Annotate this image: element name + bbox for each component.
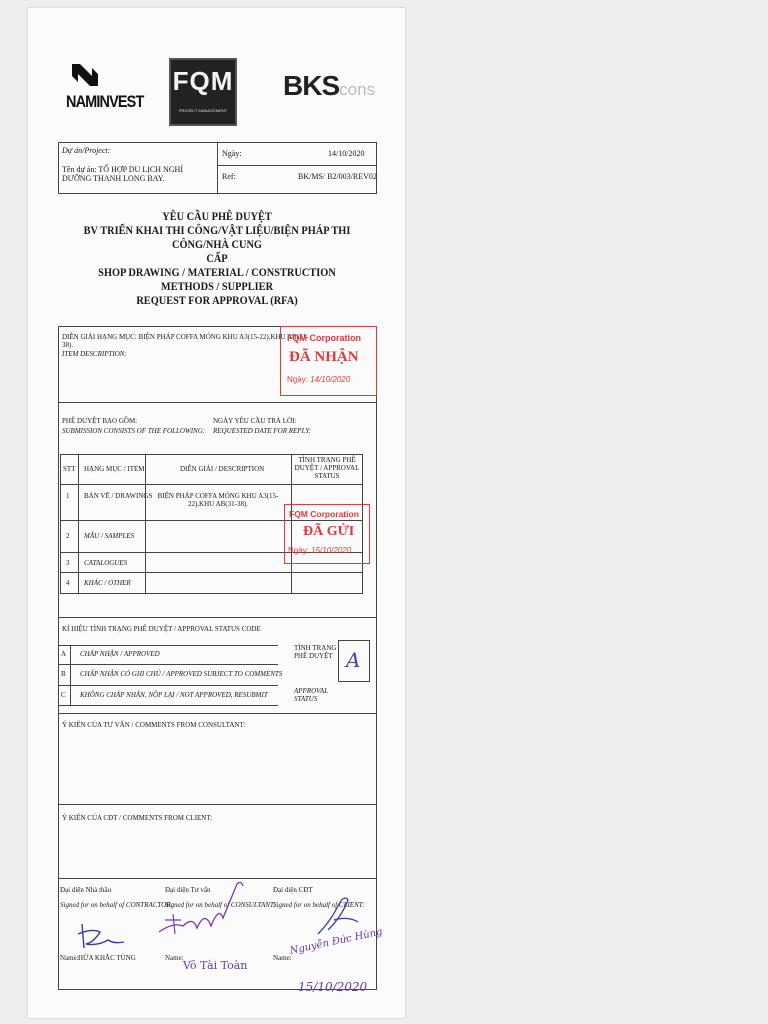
table-row-no: 4	[66, 579, 70, 587]
bks-wordmark: BKS	[283, 70, 340, 101]
status-code-letter: B	[61, 670, 66, 678]
status-code-label: KÍ HIỆU TÌNH TRẠNG PHÊ DUYỆT / APPROVAL STATUS CODE	[62, 625, 261, 633]
consultant-name: Võ Tài Toàn	[183, 959, 248, 972]
consultant-label-en: Signed for on behalf of CONSULTANT:	[165, 901, 276, 909]
contractor-label: Đại diện Nhà thầu	[60, 886, 112, 894]
document-title	[72, 210, 362, 308]
client-label-en: Signed for on behalf of CLIENT:	[273, 901, 365, 909]
table-header-status: TÌNH TRẠNG PHÊ DUYỆT / APPROVAL STATUS	[294, 456, 360, 480]
document-page	[28, 8, 405, 1018]
date-label: Ngày:	[222, 149, 242, 158]
received-stamp-date-label: Ngày:	[287, 375, 308, 384]
title-line-5: REQUEST FOR APPROVAL (RFA)	[136, 295, 298, 307]
table-row-no: 2	[66, 532, 70, 540]
client-name: Nguyễn Đức Hùng	[288, 926, 384, 957]
ref-label: Ref:	[222, 172, 236, 181]
approval-status-value: A	[346, 648, 361, 672]
table-row-no: 3	[66, 559, 70, 567]
project-name-label: Tên dự án:	[62, 165, 97, 174]
approval-status-label: TÌNH TRẠNG PHÊ DUYỆT	[294, 644, 337, 660]
table-row-item: KHÁC / OTHER	[84, 579, 131, 587]
bks-logo	[283, 70, 393, 110]
title-line-1: YÊU CẦU PHÊ DUYỆT	[162, 211, 272, 223]
date-value: 14/10/2020	[328, 149, 365, 158]
bks-suffix: cons	[339, 80, 376, 99]
contractor-signature	[74, 918, 134, 954]
table-row-item: MẪU / SAMPLES	[84, 532, 135, 540]
table-row-item: BẢN VẼ / DRAWINGS	[84, 492, 153, 500]
naminvest-logo	[66, 60, 146, 120]
reply-date-label-en: REQUESTED DATE FOR REPLY:	[213, 427, 312, 435]
received-stamp-status: ĐÃ NHẬN	[289, 349, 359, 365]
client-sign-date: 15/10/2020	[298, 980, 368, 994]
consultant-name-label: Name:	[165, 954, 184, 962]
sent-stamp-date	[288, 546, 351, 555]
table-header-description: DIỄN GIẢI / DESCRIPTION	[180, 465, 265, 473]
title-line-2: BV TRIỂN KHAI THI CÔNG/VẬT LIỆU/BIỆN PHÁP THI CÔNG/NHÀ CUNG	[83, 225, 351, 251]
consultant-label: Đại diện Tư vấn	[165, 886, 211, 894]
ref-value: BK/MS/ B2/003/REV02	[298, 172, 377, 181]
status-code-letter: A	[61, 650, 67, 658]
status-code-letter: C	[61, 691, 66, 699]
sent-stamp-date-label: Ngày:	[288, 546, 309, 555]
item-description-label: DIỄN GIẢI HẠNG MỤC:	[62, 333, 137, 341]
sent-stamp-company: FQM Corporation	[289, 509, 359, 519]
item-description	[62, 333, 312, 349]
approval-status-label-en: APPROVAL STATUS	[294, 687, 328, 703]
status-code-text: KHÔNG CHẤP NHẬN, NỘP LẠI / NOT APPROVED, RESUBMIT	[80, 691, 268, 699]
received-stamp-company: FQM Corporation	[287, 333, 361, 343]
title-line-3: CẤP	[206, 253, 228, 265]
table-row-description: BIỆN PHÁP COFFA MÓNG KHU A3(15-22),KHU AB(31-38).	[157, 492, 279, 508]
naminvest-wordmark: NAMINVEST	[66, 92, 144, 111]
submission-label: PHÊ DUYỆT BAO GỒM:	[62, 417, 138, 425]
item-description-label-en: ITEM DESCRIPTION:	[62, 350, 127, 358]
status-code-text: CHẤP NHẬN CÓ GHI CHÚ / APPROVED SUBJECT TO COMMENTS	[80, 670, 283, 678]
fqm-subtitle: PROJECT MANAGEMENT	[178, 108, 228, 113]
project-name-value: TỔ HỢP DU LỊCH NGHỈ DƯỠNG THANH LONG BAY.	[62, 165, 183, 183]
fqm-logo	[169, 58, 237, 126]
received-stamp-date	[287, 375, 350, 384]
consultant-comments-label: Ý KIẾN CỦA TƯ VẤN / COMMENTS FROM CONSULTANT:	[62, 721, 246, 729]
table-row-no: 1	[66, 492, 70, 500]
client-comments-label: Ý KIẾN CỦA CĐT / COMMENTS FROM CLIENT:	[62, 814, 213, 822]
received-stamp-date-value: 14/10/2020	[310, 375, 351, 384]
title-line-4: SHOP DRAWING / MATERIAL / CONSTRUCTION METHODS / SUPPLIER	[98, 267, 336, 293]
contractor-name-label: Name:	[60, 954, 79, 962]
reply-date-label: NGÀY YÊU CẦU TRẢ LỜI:	[213, 417, 297, 425]
item-description-value: BIỆN PHÁP COFFA MÓNG KHU A3(15-22),KHU AB(31-38).	[62, 333, 309, 349]
table-header-item: HẠNG MỤC / ITEM	[84, 465, 145, 473]
table-row-item: CATALOGUES	[84, 559, 128, 567]
received-stamp	[280, 326, 377, 396]
status-code-text: CHẤP NHẬN / APPROVED	[80, 650, 160, 658]
project-name	[62, 165, 212, 183]
client-label: Đại diện CĐT	[273, 886, 313, 894]
submission-label-en: SUBMISSION CONSISTS OF THE FOLLOWING:	[62, 427, 206, 435]
project-label: Dự án/Project:	[62, 146, 111, 155]
naminvest-mark-icon	[70, 62, 100, 88]
sent-stamp	[284, 504, 370, 564]
client-name-label: Name:	[273, 954, 292, 962]
contractor-name: HỨA KHẮC TÙNG	[78, 954, 136, 962]
sent-stamp-date-value: 15/10/2020	[311, 546, 352, 555]
consultant-signature	[153, 876, 248, 946]
sent-stamp-status: ĐÃ GỬI	[303, 524, 355, 539]
contractor-label-en: Signed for on behalf of CONTRACTOR:	[60, 901, 173, 909]
table-header-stt: STT	[63, 465, 76, 473]
fqm-wordmark: FQM	[172, 66, 234, 96]
